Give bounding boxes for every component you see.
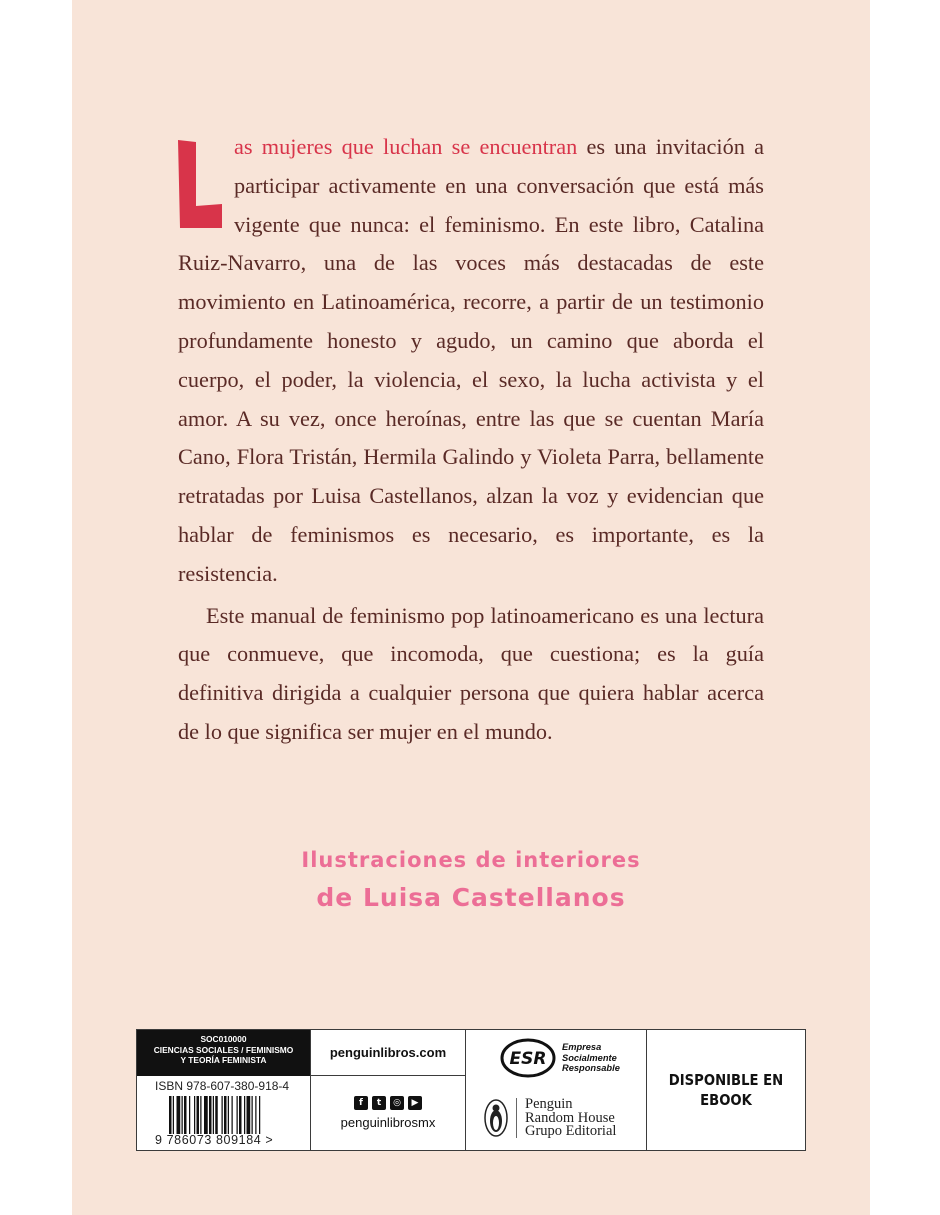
website-column — [311, 1030, 466, 1150]
description-paragraph-1 — [178, 128, 764, 594]
ebook-line-1: DISPONIBLE EN — [668, 1071, 784, 1089]
prh-line-1: Penguin — [525, 1096, 573, 1112]
book-description — [178, 128, 764, 752]
description-paragraph-2: Este manual de feminismo pop latinoamericano es una lectura que conmueve, que incomoda, que cuestiona; es la guía definitiva dirigida a cualquier persona que quiera hablar acerca de lo que significa ser mujer en el mundo. — [178, 602, 764, 744]
esr-line-1: Empresa — [562, 1042, 602, 1053]
website-link[interactable]: penguinlibros.com — [311, 1030, 465, 1076]
footer-panel — [136, 1029, 806, 1151]
ebook-availability — [656, 1070, 795, 1110]
barcode-digits: 9 786073 809184 > — [155, 1133, 274, 1147]
subject-line-2: Y TEORÍA FEMINISTA — [180, 1055, 267, 1065]
esr-line-2: Socialmente — [562, 1052, 617, 1063]
social-icons — [311, 1096, 465, 1110]
logo-divider — [516, 1098, 517, 1138]
dropcap-letter — [176, 138, 222, 230]
book-title-lead: as mujeres que luchan se encuentran — [234, 134, 578, 159]
penguin-random-house-logo — [484, 1098, 616, 1139]
subject-code: SOC010000 — [200, 1034, 247, 1044]
isbn-number: ISBN 978-607-380-918-4 — [155, 1079, 290, 1093]
ebook-line-2: EBOOK — [700, 1091, 752, 1109]
isbn-column — [137, 1030, 311, 1150]
subject-category — [137, 1030, 310, 1076]
ebook-column — [647, 1030, 805, 1150]
prh-text — [525, 1098, 616, 1139]
social-handle[interactable]: penguinlibrosmx — [340, 1115, 436, 1130]
prh-line-3: Grupo Editorial — [525, 1123, 617, 1139]
esr-logo-icon — [500, 1038, 556, 1078]
description-paragraph-1-text: es una invitación a participar activamente en una conversación que está más vigente que nunca: el feminismo. En este libro, Catalina Ruiz-Navarro, una de las voces más destacadas de este movimiento en Latinoamérica, recorre, a partir de un testimonio profundamente honesto y agudo, un camino que aborda el cuerpo, el poder, la violencia, el sexo, la lucha activista y el amor. A su vez, once heroínas, entre las que se cuentan María Cano, Flora Tristán, Hermila Galindo y Violeta Parra, bellamente retratadas por Luisa Castellanos, alzan la voz y evidencian que hablar de feminismos es necesario, es importante, es la resistencia. — [178, 134, 764, 586]
prh-line-2: Random House — [525, 1109, 615, 1126]
credits-line-1: Ilustraciones de interiores — [301, 848, 641, 872]
barcode-icon — [169, 1096, 289, 1134]
facebook-icon[interactable]: f — [354, 1096, 368, 1110]
esr-logo-text: ESR — [509, 1049, 547, 1069]
youtube-icon[interactable]: ▶ — [408, 1096, 422, 1110]
dropcap-l-shape — [176, 138, 224, 230]
publisher-column — [466, 1030, 647, 1150]
subject-line-1: CIENCIAS SOCIALES / FEMINISMO — [153, 1044, 294, 1055]
twitter-icon[interactable]: t — [372, 1096, 386, 1110]
esr-badge — [500, 1038, 620, 1078]
penguin-icon — [484, 1098, 508, 1138]
credits-line-2: de Luisa Castellanos — [316, 883, 626, 912]
esr-text — [562, 1042, 620, 1074]
esr-line-3: Responsable — [562, 1063, 620, 1074]
instagram-icon[interactable]: ◎ — [390, 1096, 404, 1110]
